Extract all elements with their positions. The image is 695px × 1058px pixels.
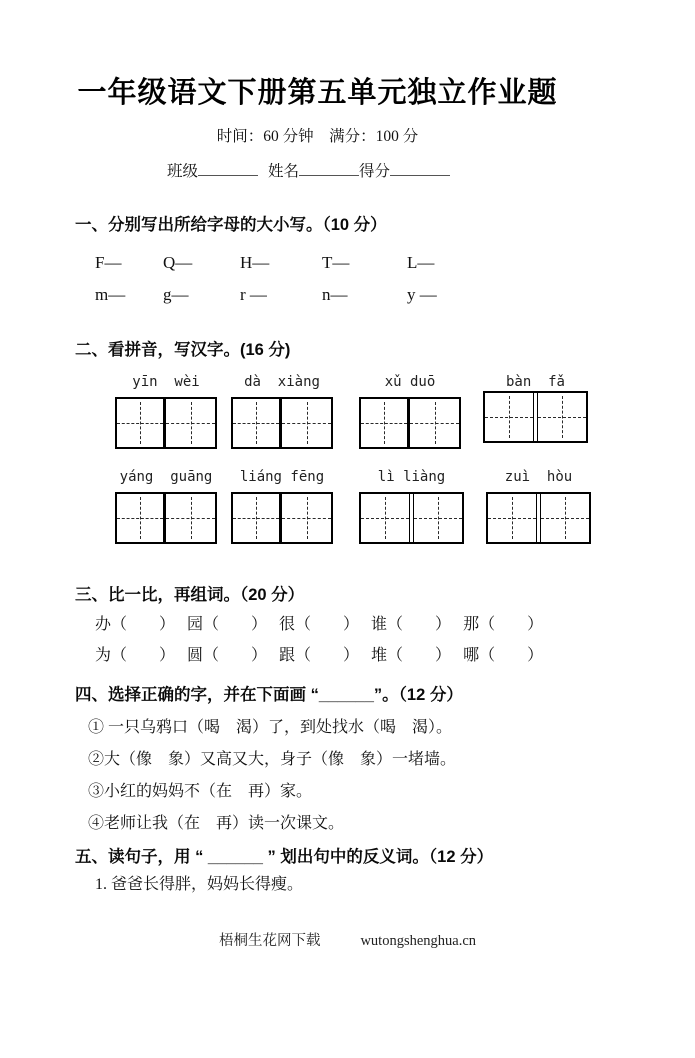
writing-grid xyxy=(483,391,588,443)
letters-row-uppercase xyxy=(95,252,695,273)
grid-cell xyxy=(537,393,586,441)
word-group xyxy=(359,361,461,449)
grid-cell xyxy=(166,494,215,542)
grid-cell xyxy=(488,494,537,542)
choice-item-1: ① 一只乌鸦口（喝 渴）了，到处找水（喝 渴）。 xyxy=(88,719,453,736)
compare-word: 办（ ） xyxy=(95,616,176,633)
grid-cell xyxy=(282,494,331,542)
name-field xyxy=(268,163,359,180)
letter-item: n— xyxy=(322,285,348,304)
footer-site-name: 梧桐生花网下载 xyxy=(218,933,321,949)
compare-word: 园（ ） xyxy=(187,616,268,633)
grid-cell xyxy=(361,494,410,542)
section5-heading: 五、读句子，用 “ ______ ” 划出句中的反义词。（12 分） xyxy=(75,848,494,866)
section5-items xyxy=(95,874,695,895)
section3-heading: 三、比一比，再组词。（20 分） xyxy=(75,586,305,604)
pinyin-label: liáng fēng xyxy=(239,469,325,485)
letters-row-lowercase xyxy=(95,284,695,305)
compare-word: 哪（ ） xyxy=(463,647,544,664)
compare-word: 谁（ ） xyxy=(371,616,452,633)
section4-items xyxy=(88,712,695,840)
writing-grid xyxy=(359,492,464,544)
score-blank-line xyxy=(390,162,450,176)
grid-cell xyxy=(166,399,215,447)
choice-item-4: ④老师让我（在 再）读一次课文。 xyxy=(88,815,345,832)
worksheet-page xyxy=(0,76,695,1058)
name-blank-line xyxy=(299,162,359,176)
class-label: 班级 xyxy=(167,163,199,180)
word-group xyxy=(483,361,588,449)
grid-cell xyxy=(413,494,462,542)
writing-grid xyxy=(115,492,217,544)
compare-word: 圆（ ） xyxy=(187,647,268,664)
letter-item: L— xyxy=(407,253,435,272)
letter-item: T— xyxy=(322,253,350,272)
grid-cell xyxy=(117,399,166,447)
grid-cell xyxy=(282,399,331,447)
word-group xyxy=(486,449,591,544)
class-field xyxy=(167,163,258,180)
compare-word: 为（ ） xyxy=(95,647,176,664)
choice-item-3: ③小红的妈妈不（在 再）家。 xyxy=(88,783,313,800)
writing-grid xyxy=(231,492,333,544)
class-blank-line xyxy=(198,162,258,176)
worksheet-header xyxy=(0,76,635,147)
pinyin-label: dà xiàng xyxy=(244,374,320,390)
pinyin-grid-row-2 xyxy=(115,449,695,544)
pinyin-label: zuì hòu xyxy=(504,469,573,485)
sentence-item-1: 1. 爸爸长得胖，妈妈长得瘦。 xyxy=(95,876,304,893)
compare-word: 很（ ） xyxy=(279,616,360,633)
writing-grid xyxy=(486,492,591,544)
choice-item-2: ②大（像 象）又高又大，身子（像 象）一堵墙。 xyxy=(88,751,457,768)
exam-time-score: 时间：60 分钟 满分：100 分 xyxy=(216,128,419,145)
word-group xyxy=(359,449,464,544)
grid-cell xyxy=(361,399,410,447)
score-label: 得分 xyxy=(359,163,391,180)
pinyin-label: bàn fǎ xyxy=(505,374,565,390)
letter-item: H— xyxy=(240,253,270,272)
page-title: 一年级语文下册第五单元独立作业题 xyxy=(77,77,558,109)
grid-cell xyxy=(233,494,282,542)
section1-heading: 一、分别写出所给字母的大小写。（10 分） xyxy=(75,216,387,234)
section2-heading: 二、看拼音，写汉字。(16 分) xyxy=(75,341,291,359)
letter-item: Q— xyxy=(163,253,193,272)
writing-grid xyxy=(359,397,461,449)
grid-cell xyxy=(117,494,166,542)
word-group xyxy=(115,361,217,449)
word-group xyxy=(231,449,333,544)
letter-item: g— xyxy=(163,285,189,304)
score-field xyxy=(359,163,450,180)
writing-grid xyxy=(231,397,333,449)
compare-word: 跟（ ） xyxy=(279,647,360,664)
letter-item: F— xyxy=(95,253,122,272)
pinyin-label: lì liàng xyxy=(377,469,446,485)
writing-grid xyxy=(115,397,217,449)
compare-words-row-1 xyxy=(95,614,695,635)
letter-item: m— xyxy=(95,285,126,304)
grid-cell xyxy=(410,399,459,447)
compare-word: 堆（ ） xyxy=(371,647,452,664)
grid-cell xyxy=(540,494,589,542)
student-info-row xyxy=(167,161,450,182)
letter-item: r — xyxy=(240,285,267,304)
pinyin-grid-row-1 xyxy=(115,361,695,449)
footer-site-url: wutongshenghua.cn xyxy=(360,933,477,949)
pinyin-label: xǔ duō xyxy=(384,374,436,390)
section4-heading: 四、选择正确的字，并在下面画 “______”。（12 分） xyxy=(75,686,463,704)
name-label: 姓名 xyxy=(268,163,300,180)
compare-word: 那（ ） xyxy=(463,616,544,633)
grid-cell xyxy=(233,399,282,447)
word-group xyxy=(231,361,333,449)
word-group xyxy=(115,449,217,544)
letter-item: y — xyxy=(407,285,437,304)
pinyin-label: yáng guāng xyxy=(119,469,213,485)
grid-cell xyxy=(485,393,534,441)
pinyin-label: yīn wèi xyxy=(132,374,200,390)
compare-words-row-2 xyxy=(95,645,695,666)
footer-watermark xyxy=(0,931,695,951)
